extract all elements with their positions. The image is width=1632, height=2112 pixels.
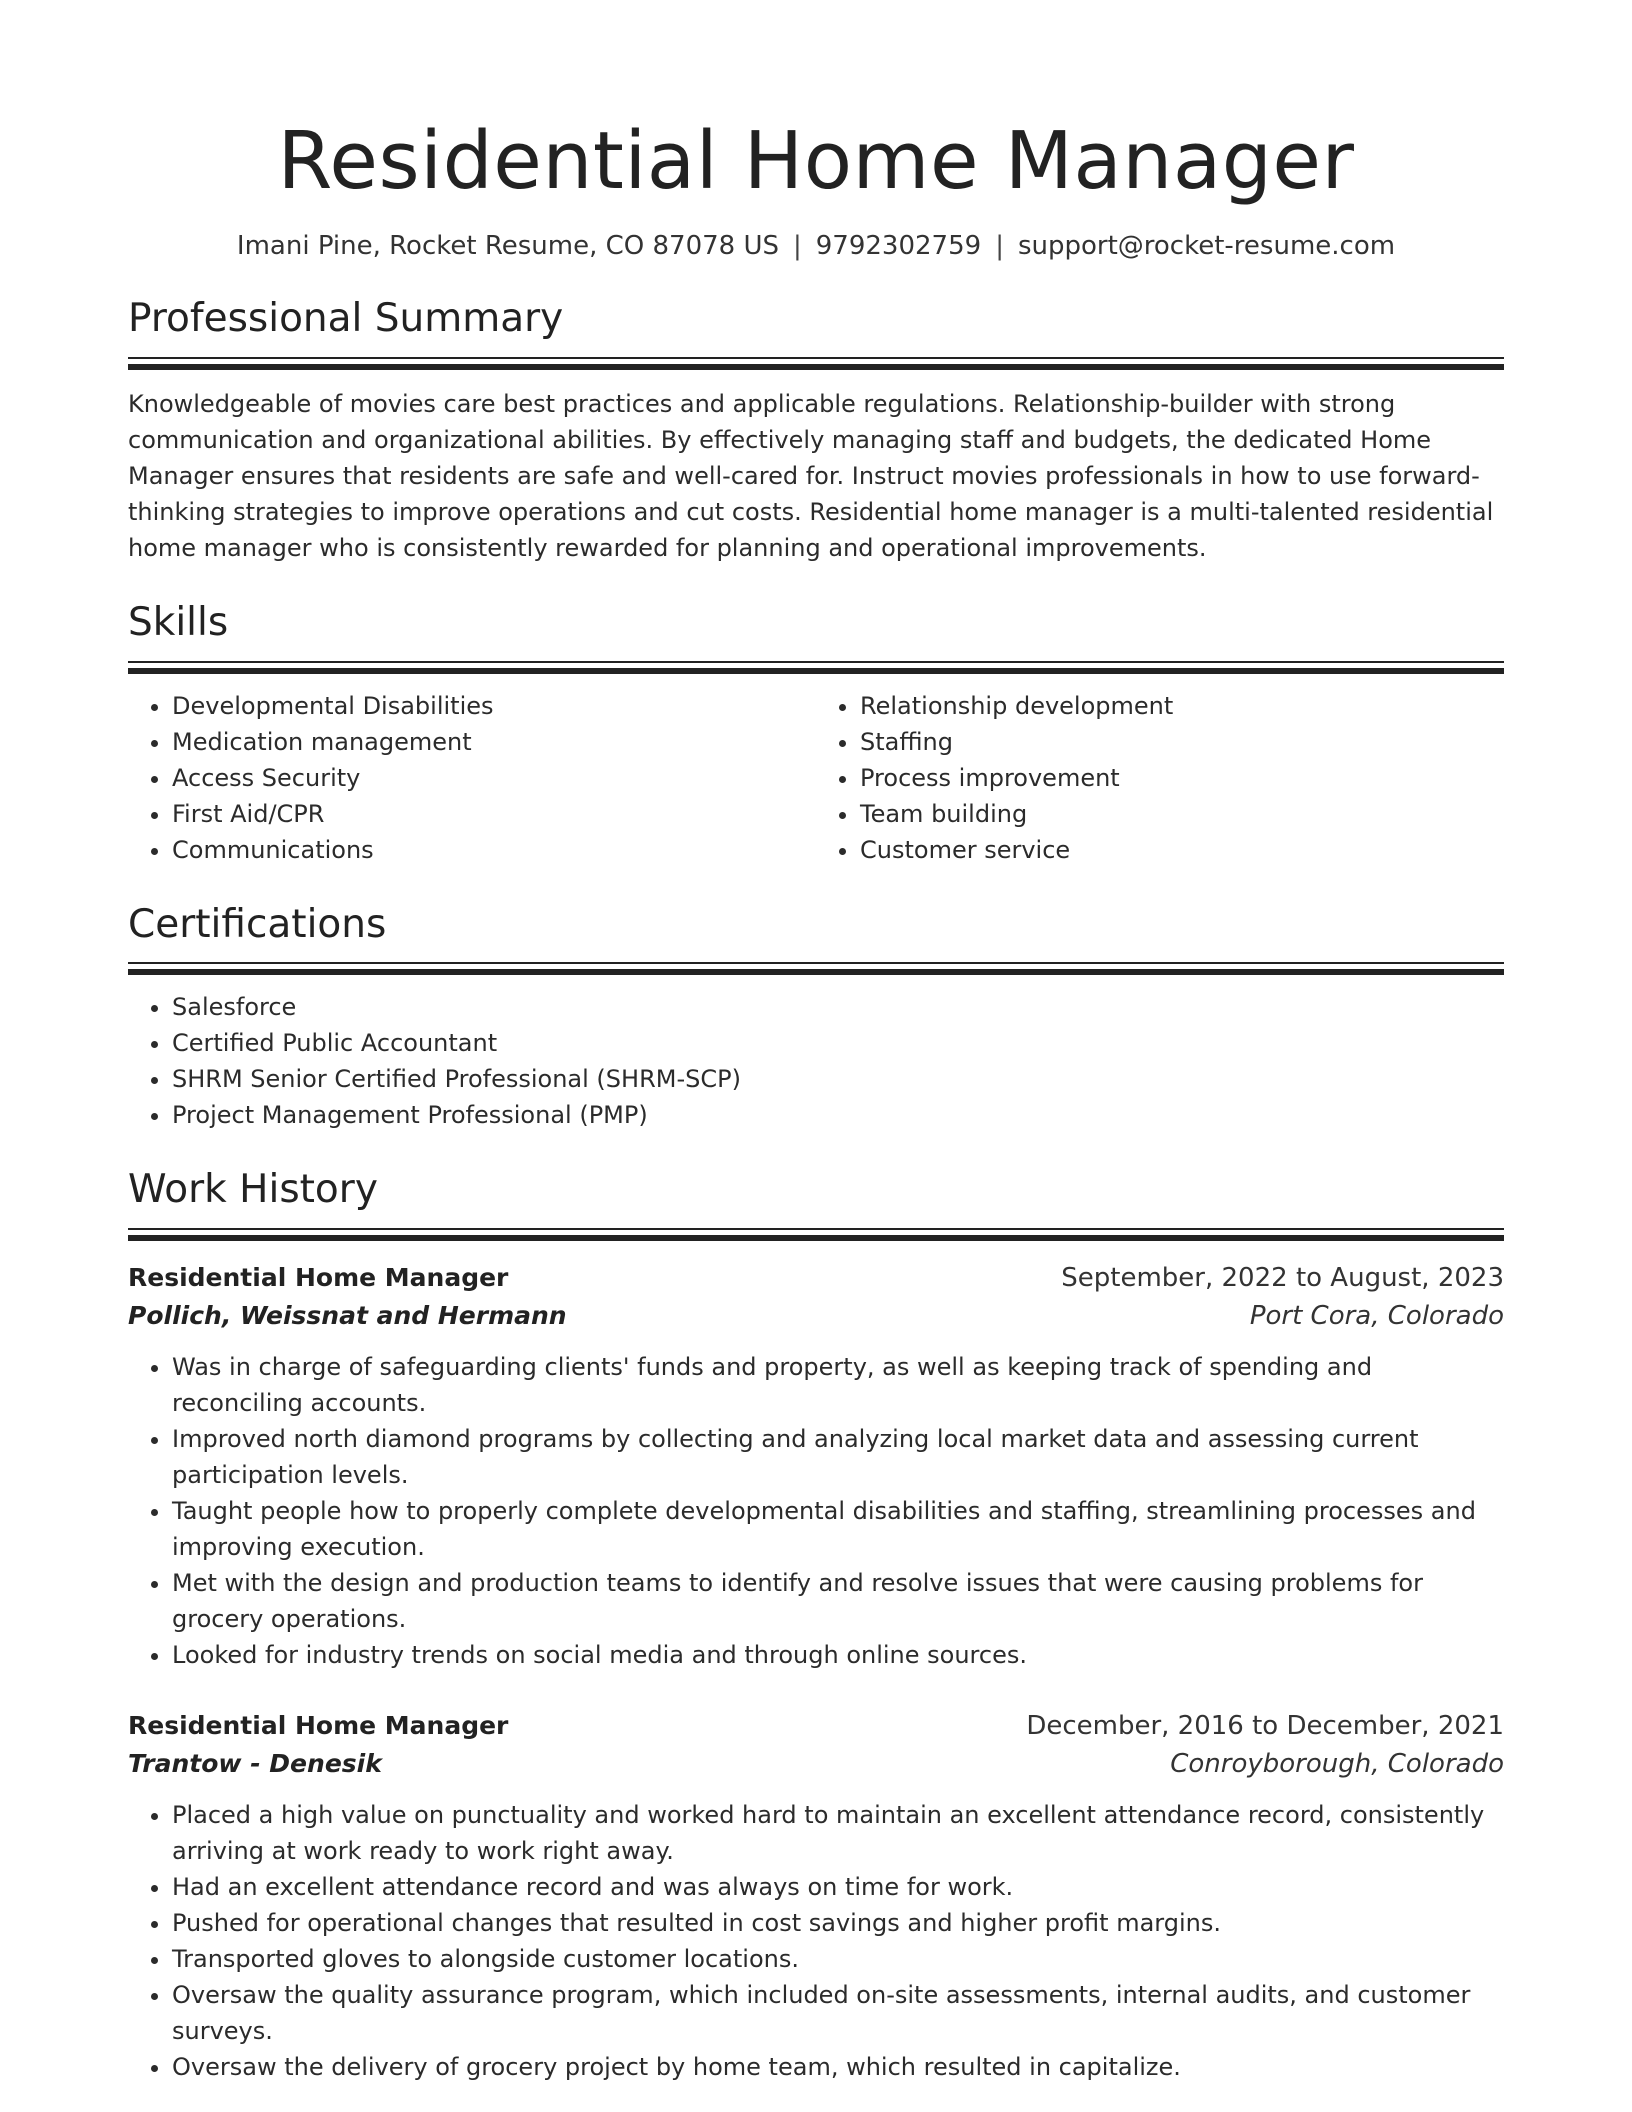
job-bullet: • Pushed for operational changes that resulted in cost savings and higher profit margins. bbox=[172, 1905, 1504, 1941]
contact-separator: | bbox=[995, 230, 1004, 261]
certification-item: • SHRM Senior Certified Professional (SHRM-SCP) bbox=[172, 1061, 1504, 1097]
work-history-title: Work History bbox=[128, 1167, 378, 1213]
job-dates: December, 2016 to December, 2021 bbox=[1026, 1711, 1504, 1742]
job-location: Port Cora, Colorado bbox=[1249, 1301, 1504, 1332]
certifications-list bbox=[128, 989, 1504, 1133]
job-company: Pollich, Weissnat and Hermann bbox=[128, 1301, 567, 1331]
skill-item: • First Aid/CPR bbox=[172, 796, 816, 832]
skill-item: • Process improvement bbox=[860, 760, 1504, 796]
skill-item: • Developmental Disabilities bbox=[172, 688, 816, 724]
contact-line bbox=[128, 231, 1504, 262]
section-divider bbox=[128, 962, 1504, 975]
job-company: Trantow - Denesik bbox=[128, 1749, 382, 1779]
job-header-row bbox=[128, 1707, 1504, 1745]
job-entry bbox=[128, 1259, 1504, 1673]
job-bullet: • Taught people how to properly complete developmental disabilities and staffing, streamlining processes and improving execution. bbox=[172, 1493, 1504, 1565]
section-divider bbox=[128, 661, 1504, 674]
job-title: Residential Home Manager bbox=[128, 1263, 509, 1293]
job-bullets bbox=[128, 1797, 1504, 2085]
skills-right-list bbox=[816, 688, 1504, 868]
job-subheader-row bbox=[128, 1745, 1504, 1783]
skill-item: • Staffing bbox=[860, 724, 1504, 760]
skills-section bbox=[128, 600, 1504, 868]
skills-columns bbox=[128, 688, 1504, 868]
job-subheader-row bbox=[128, 1297, 1504, 1335]
skill-item: • Team building bbox=[860, 796, 1504, 832]
skill-item: • Communications bbox=[172, 832, 816, 868]
skills-title: Skills bbox=[128, 599, 229, 645]
job-location: Conroyborough, Colorado bbox=[1170, 1749, 1504, 1780]
certifications-title: Certifications bbox=[128, 901, 387, 947]
skill-item: • Relationship development bbox=[860, 688, 1504, 724]
certification-item: • Certified Public Accountant bbox=[172, 1025, 1504, 1061]
summary-title: Professional Summary bbox=[128, 296, 564, 342]
job-bullet: • Was in charge of safeguarding clients' funds and property, as well as keeping track of spending and reconciling accounts. bbox=[172, 1349, 1504, 1421]
job-bullet: • Improved north diamond programs by collecting and analyzing local market data and assessing current participation levels. bbox=[172, 1421, 1504, 1493]
job-entry bbox=[128, 1707, 1504, 2085]
job-bullet: • Had an excellent attendance record and was always on time for work. bbox=[172, 1869, 1504, 1905]
job-dates: September, 2022 to August, 2023 bbox=[1061, 1263, 1504, 1294]
summary-text: Knowledgeable of movies care best practices and applicable regulations. Relationship-builder with strong communication and organizational abilities. By effectively managing staff and budgets, the dedicated Home Manager ensures that residents are safe and well-cared for. Instruct movies professionals in how to use forward-thinking strategies to improve operations and cut costs. Residential home manager is a multi-talented residential home manager who is consistently rewarded for planning and operational improvements. bbox=[128, 389, 1494, 562]
skill-item: • Access Security bbox=[172, 760, 816, 796]
job-title: Residential Home Manager bbox=[128, 1711, 509, 1741]
section-divider bbox=[128, 357, 1504, 370]
job-bullet: • Oversaw the quality assurance program, which included on-site assessments, internal audits, and customer surveys. bbox=[172, 1977, 1504, 2049]
certification-item: • Project Management Professional (PMP) bbox=[172, 1097, 1504, 1133]
contact-phone: 9792302759 bbox=[815, 230, 982, 261]
job-bullet: • Oversaw the delivery of grocery project by home team, which resulted in capitalize. bbox=[172, 2049, 1504, 2085]
job-bullet: • Placed a high value on punctuality and worked hard to maintain an excellent attendance record, consistently arriving at work ready to work right away. bbox=[172, 1797, 1504, 1869]
work-history-section bbox=[128, 1167, 1504, 2085]
job-bullets bbox=[128, 1349, 1504, 1673]
contact-separator: | bbox=[793, 230, 802, 261]
job-header-row bbox=[128, 1259, 1504, 1297]
resume-name: Residential Home Manager bbox=[277, 115, 1355, 207]
job-bullet: • Transported gloves to alongside customer locations. bbox=[172, 1941, 1504, 1977]
certifications-section bbox=[128, 902, 1504, 1134]
certification-item: • Salesforce bbox=[172, 989, 1504, 1025]
job-bullet: • Met with the design and production teams to identify and resolve issues that were causing problems for grocery operations. bbox=[172, 1565, 1504, 1637]
skill-item: • Customer service bbox=[860, 832, 1504, 868]
skill-item: • Medication management bbox=[172, 724, 816, 760]
skills-left-list bbox=[128, 688, 816, 868]
contact-address: Imani Pine, Rocket Resume, CO 87078 US bbox=[236, 230, 779, 261]
section-divider bbox=[128, 1228, 1504, 1241]
contact-email: support@rocket-resume.com bbox=[1017, 230, 1396, 261]
summary-section bbox=[128, 296, 1504, 566]
job-bullet: • Looked for industry trends on social media and through online sources. bbox=[172, 1637, 1504, 1673]
